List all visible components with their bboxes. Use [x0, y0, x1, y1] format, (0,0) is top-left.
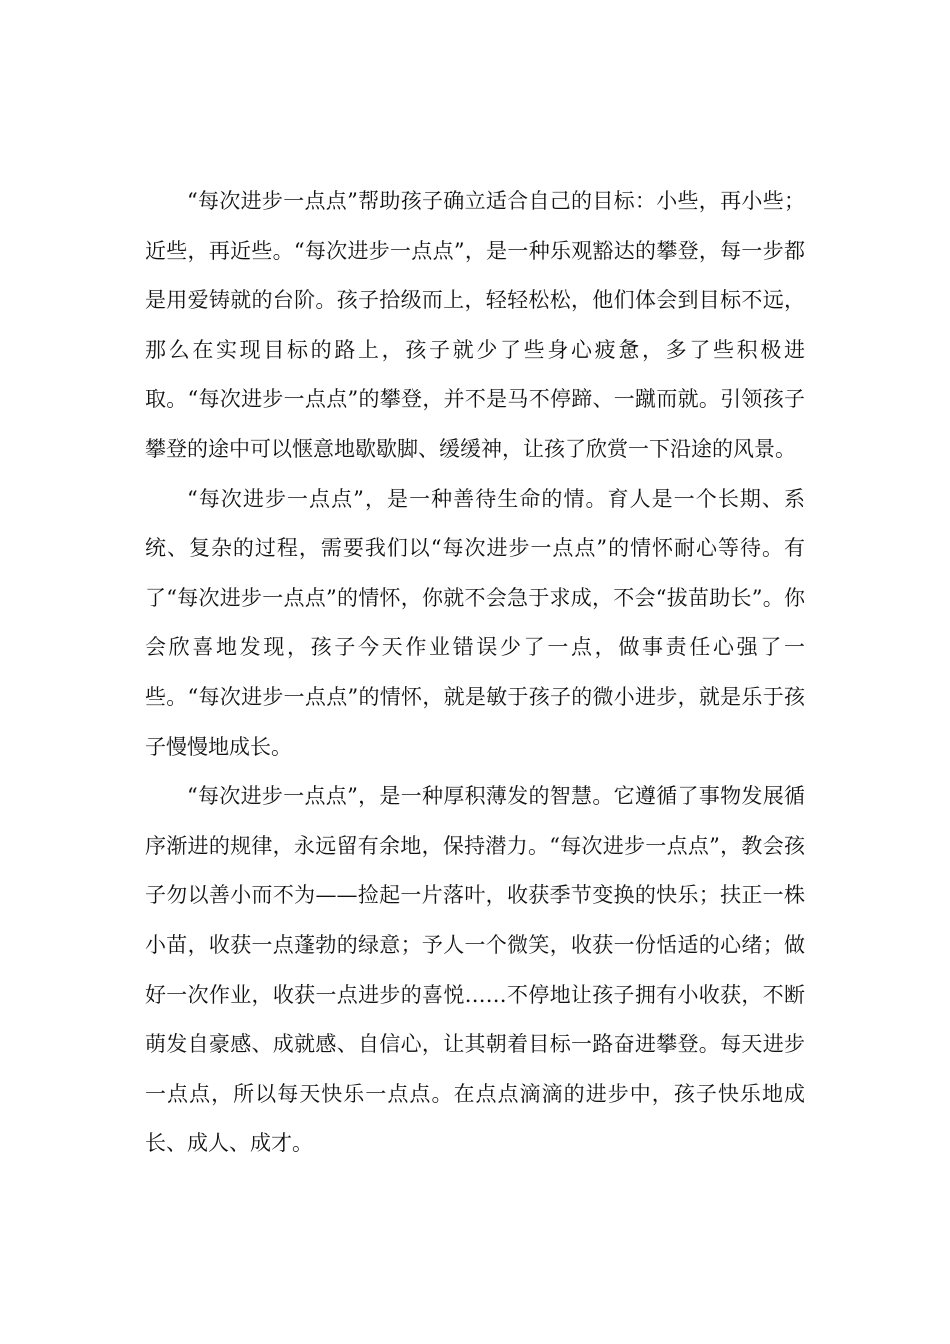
paragraph-1: “每次进步一点点”帮助孩子确立适合自己的目标：小些，再小些；近些，再近些。“每次进步一点点”，是一种乐观豁达的攀登，每一步都是用爱铸就的台阶。孩子拾级而上，轻轻松松，他们体会到目标不远，那么在实现目标的路上，孩子就少了些身心疲惫，多了些积极进取。“每次进步一点点”的攀登，并不是马不停蹄、一蹴而就。引领孩子攀登的途中可以惬意地歇歇脚、缓缓神，让孩了欣赏一下沿途的风景。	[145, 189, 805, 461]
paragraph-3: “每次进步一点点”，是一种厚积薄发的智慧。它遵循了事物发展循序渐进的规律，永远留有余地，保持潜力。“每次进步一点点”，教会孩子勿以善小而不为——捡起一片落叶，收获季节变换的快乐；扶正一株小苗，收获一点蓬勃的绿意；予人一个微笑，收获一份恬适的心绪；做好一次作业，收获一点进步的喜悦……不停地让孩子拥有小收获，不断萌发自豪感、成就感、自信心，让其朝着目标一路奋进攀登。每天进步一点点，所以每天快乐一点点。在点点滴滴的进步中，孩子快乐地成长、成人、成才。	[145, 784, 805, 1156]
document-body	[145, 177, 805, 1169]
paragraph-2: “每次进步一点点”，是一种善待生命的情。育人是一个长期、系统、复杂的过程，需要我们以“每次进步一点点”的情怀耐心等待。有了“每次进步一点点”的情怀，你就不会急于求成，不会“拔苗助长”。你会欣喜地发现，孩子今天作业错误少了一点，做事责任心强了一些。“每次进步一点点”的情怀，就是敏于孩子的微小进步，就是乐于孩子慢慢地成长。	[145, 486, 805, 759]
